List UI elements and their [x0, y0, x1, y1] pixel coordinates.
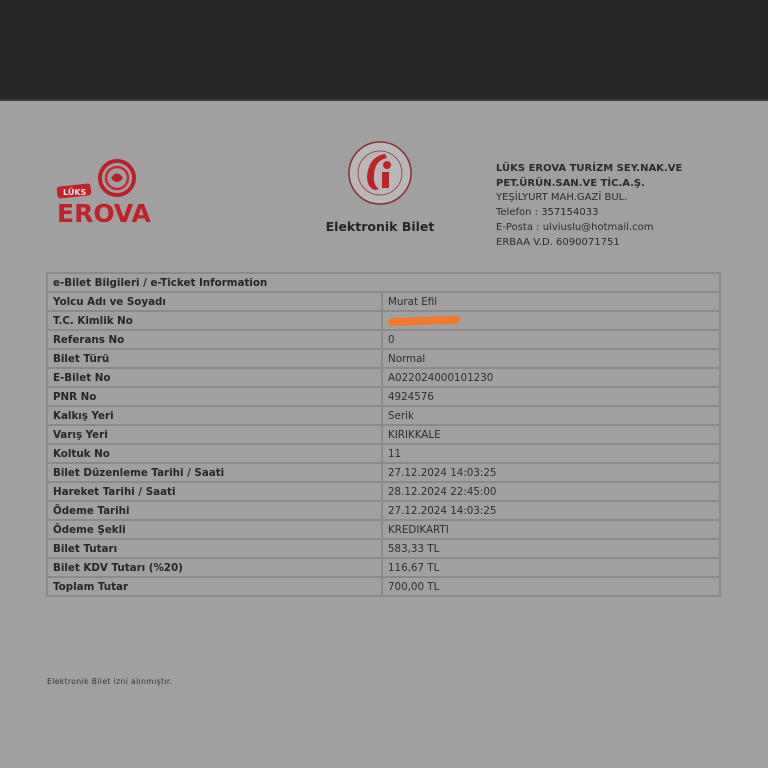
row-value: 28.12.2024 22:45:00 — [382, 482, 720, 501]
table-row — [47, 463, 720, 482]
company-phone: Telefon : 357154033 — [496, 207, 599, 219]
table-row — [47, 387, 720, 406]
table-header-row — [47, 273, 720, 292]
row-label: Varış Yeri — [47, 425, 382, 444]
row-label: Kalkış Yeri — [47, 406, 382, 425]
erova-logo — [55, 158, 195, 228]
svg-text:LÜKS: LÜKS — [63, 188, 87, 197]
company-name-line1: LÜKS EROVA TURİZM SEY.NAK.VE — [496, 163, 683, 174]
footer-note: Elektronik Bilet izni alınmıştır. — [47, 677, 173, 686]
row-value: KREDIKARTI — [382, 520, 720, 539]
ticket-info-table — [46, 272, 721, 597]
redaction-mark — [388, 315, 460, 326]
row-value: 27.12.2024 14:03:25 — [382, 501, 720, 520]
table-row — [47, 425, 720, 444]
row-value: 11 — [382, 444, 720, 463]
row-value: A022024000101230 — [382, 368, 720, 387]
top-bar — [0, 0, 768, 101]
table-row — [47, 330, 720, 349]
table-row — [47, 349, 720, 368]
row-value: KIRIKKALE — [382, 425, 720, 444]
table-row — [47, 482, 720, 501]
company-email: E-Posta : ulviuslu@hotmail.com — [496, 221, 654, 233]
row-label: PNR No — [47, 387, 382, 406]
row-value: 700,00 TL — [382, 577, 720, 596]
svg-text:EROVA: EROVA — [57, 199, 151, 228]
document-title: Elektronik Bilet — [325, 219, 435, 234]
table-row — [47, 558, 720, 577]
row-label: Koltuk No — [47, 444, 382, 463]
row-label: Yolcu Adı ve Soyadı — [47, 292, 382, 311]
row-label: Ödeme Şekli — [47, 520, 382, 539]
table-row — [47, 444, 720, 463]
row-value: 116,67 TL — [382, 558, 720, 577]
row-label: Bilet KDV Tutarı (%20) — [47, 558, 382, 577]
table-row — [47, 577, 720, 596]
table-row — [47, 311, 720, 330]
table-row — [47, 292, 720, 311]
row-value: 583,33 TL — [382, 539, 720, 558]
row-value: Murat Efil — [382, 292, 720, 311]
company-tax-office: ERBAA V.D. 6090071751 — [496, 236, 620, 248]
row-value: 27.12.2024 14:03:25 — [382, 463, 720, 482]
table-row — [47, 539, 720, 558]
table-row — [47, 406, 720, 425]
row-value: Serik — [382, 406, 720, 425]
row-label: Bilet Tutarı — [47, 539, 382, 558]
row-label: Referans No — [47, 330, 382, 349]
company-name-line2: PET.ÜRÜN.SAN.VE TİC.A.Ş. — [496, 177, 645, 189]
company-info — [496, 162, 682, 250]
section-title: e-Bilet Bilgileri / e-Ticket Information — [47, 273, 720, 292]
row-label: Toplam Tutar — [47, 577, 382, 596]
row-label: E-Bilet No — [47, 368, 382, 387]
erova-logo-icon — [55, 158, 195, 228]
row-label: Bilet Türü — [47, 349, 382, 368]
row-label: Ödeme Tarihi — [47, 501, 382, 520]
row-value: Normal — [382, 349, 720, 368]
row-label: Bilet Düzenleme Tarihi / Saati — [47, 463, 382, 482]
ministry-seal-icon — [347, 140, 413, 206]
row-value: 0 — [382, 330, 720, 349]
table-row — [47, 368, 720, 387]
table-row — [47, 520, 720, 539]
ministry-logo — [347, 140, 413, 206]
row-value: 4924576 — [382, 387, 720, 406]
row-label: Hareket Tarihi / Saati — [47, 482, 382, 501]
company-address: YEŞİLYURT MAH.GAZİ BUL. — [496, 192, 628, 204]
table-row — [47, 501, 720, 520]
row-label: T.C. Kimlik No — [47, 311, 382, 330]
row-value — [382, 311, 720, 330]
